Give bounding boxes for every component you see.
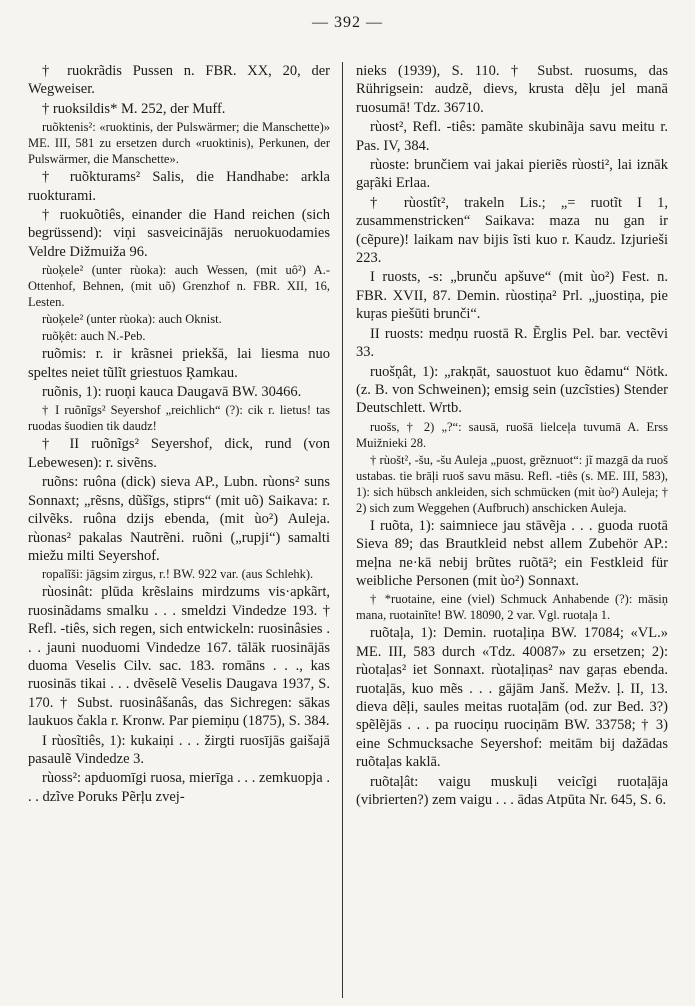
entry <box>28 345 330 382</box>
entry <box>28 62 330 99</box>
entry-text: rùoķele² (unter rùoka): auch Oknist. <box>42 312 222 327</box>
entry <box>356 363 668 418</box>
entry-text: ruõtaļa, 1): Demin. ruotaļiņa BW. 17084; «VL.» ME. III, 583 durch «Tdz. 40087» zu ersetzen; 2): rùotaļas² iet Sonnaxt. rùotaļiņas² nav gaŗas ebenda. ruotaļās, kuo mẽs . . . gājām Janš. Mežv. ļ. II, 13. dieva dẽļi, saules meitas ruotaļām (od. zur Bed. 3?) spẽlẽjās . . . pa ruociņu ruociņām BW. 33758; † 3) eine Schmucksache Seyershof: meitām bij dažādas ruõtaļas kaklā. <box>356 625 668 771</box>
entry-text: ruošņât, 1): „rakņāt, sauostuot kuo ẽdamu“ Nötk. (z. B. von Schweinen); emsig sein (uzcĩsties) Stender Deutschlett. Wrtb. <box>356 363 668 417</box>
entry-text: rùost², Refl. -tiês: pamãte skubinãja savu meitu r. Pas. IV, 384. <box>356 119 668 154</box>
entry <box>28 383 330 401</box>
entry <box>28 119 330 167</box>
entry-text: rùoste: brunčiem vai jakai pieriẽs rùosti², lai iznāk gaŗãki Erlaa. <box>356 157 668 192</box>
entry <box>356 591 668 623</box>
entry-text: nieks (1939), S. 110. † Subst. ruosums, das Rührigsein: audzẽ, dievs, krusta dẽļu jel manā ruosumā! Tdz. 36710. <box>356 63 668 116</box>
entry-text: rùosinât: plūda krẽslains mirdzums vis·apkãrt, ruosinãdams smalku . . . smeldzi Vindedze 193. † Refl. -tiês, sich regen, sich entwickeln: ruosinâsies . . . jauni nuoduomi Vindedze 167. tālāk ruosinājās duoma Veselis Cilv. sac. 183. romāns . . ., kas ruosinās tikai . . . dvẽselẽ Veselis Daugava 1937, S. 170. † Subst. ruosinâšanâs, das Sichregen: sākas laukuos čakla r. Kronw. Par piemiņu (1875), S. 384. <box>28 584 330 730</box>
entry <box>356 517 668 591</box>
entry-text: II ruosts: medņu ruostā R. Ẽrglis Pel. bar. vectẽvi 33. <box>356 325 668 361</box>
entry-text: ruõns: ruôna (dick) sieva AP., Lubn. rùons² suns Sonnaxt; „rẽsns, dũšĩgs, stiprs“ (mit uõ) Saikava: r. cilvẽks. ruôna dzijs ebenda, (mit ùo²) Auleja. rùonas² pakalas Nautrẽni. ruõni („rupji“) samalti miežu milti Seyershof. <box>28 474 330 564</box>
entry <box>28 328 330 344</box>
entry-text: † ruoksildis* M. 252, der Muff. <box>42 100 226 117</box>
entry-text: ruõtaļât: vaigu muskuļi veicĩgi ruotaļāja (vibrierten?) zem vaigu . . . ādas Atpūta Nr. 645, S. 6. <box>356 773 668 808</box>
entry-text: I ruõta, 1): saimniece jau stāvẽja . . . guoda ruotā Sieva 89; das Brautkleid nebst allem Zubehör AP.: meļna ne·kā nebij brũtes ruõtā²; ein Festkleid für weibliche Personen (mit ùo²) Sonnaxt. <box>356 517 668 589</box>
entry <box>28 769 330 806</box>
entry <box>28 435 330 472</box>
entry <box>28 732 330 769</box>
entry-text: ropalĩši: jāgsim zirgus, r.! BW. 922 var. (aus Schlehk). <box>42 567 314 582</box>
right-column <box>356 62 668 998</box>
entry <box>28 473 330 565</box>
entry <box>28 100 330 118</box>
entry <box>28 168 330 205</box>
entry <box>356 62 668 117</box>
entry <box>28 402 330 434</box>
entry <box>356 268 668 323</box>
entry-text: † rùostît², trakeln Lis.; „= ruotĩt I 1, zusammenstricken“ Saikava: maza nu gan ir (cẽpure)! laikam nav bijis ĩsti kuo r. Kaudz. Izjurieši 223. <box>356 194 668 267</box>
entry-text: ruõķêt: auch N.-Peb. <box>42 329 146 344</box>
entry <box>356 118 668 155</box>
entry <box>356 156 668 193</box>
page-number: — 392 — <box>312 14 383 31</box>
entry-text: † *ruotaine, eine (viel) Schmuck Anhabende (?): māsiņ mana, ruotainĩte! BW. 18090, 2 var. Vgl. ruotaļa 1. <box>356 592 668 623</box>
entry <box>28 311 330 327</box>
entry <box>356 325 668 362</box>
entry-text: † ruokuõtiês, einander die Hand reichen (sich begrüssend): viņi sasveicinājās neruokuodamies Veldre Dižmuiža 96. <box>28 207 330 260</box>
entry-text: rùoss²: apduomīgi ruosa, mierīga . . . zemkuopja . . . dzĩve Poruks Pẽrļu zvej- <box>28 770 330 805</box>
entry <box>28 583 330 730</box>
entry <box>356 624 668 771</box>
entry <box>356 773 668 810</box>
entry-text: rùoķele² (unter rùoka): auch Wessen, (mit uô²) A.-Ottenhof, Behnen, (mit uõ) Grenzhof n. FBR. XII, 16, Lesten. <box>28 263 330 310</box>
left-column <box>28 62 330 998</box>
entry <box>28 566 330 582</box>
entry-text: † rùošt², -šu, -šu Auleja „puost, grẽznuot“: jĩ mazgā da ruoš ustabas. tie brāļi ruoš savu māsu. Refl. -tiês (s. ME. III, 583), 1): sich hübsch ankleiden, sich schmücken (mit ùo²) Auleja; † 2) sich zum Weggehen (Aufbruch) anschicken Auleja. <box>356 452 668 515</box>
entry-text: I ruosts, -s: „brunču apšuve“ (mit ùo²) Fest. n. FBR. XVII, 87. Demin. rùostiņa² Prl. „juostiņa, pie kuŗas piešūti brunči“. <box>356 269 668 323</box>
entry-text: ruõnis, 1): ruoņi kauca Daugavā BW. 30466. <box>42 384 302 401</box>
entry <box>356 419 668 451</box>
column-divider <box>342 62 343 998</box>
entry <box>356 194 668 268</box>
entry <box>28 206 330 261</box>
entry-text: ruošs, † 2) „?“: sausā, ruošā lielceļa tuvumā A. Erss Muižnieki 28. <box>356 419 668 450</box>
entry <box>28 262 330 310</box>
entry-text: † I ruõnĩgs² Seyershof „reichlich“ (?): cik r. lietus! tas ruodas šuodien tik daudz! <box>28 403 330 434</box>
entry-text: I rùosĩtiês, 1): kukaiņi . . . žirgti ruosījās gaišajā pasaulẽ Vindedze 3. <box>28 732 330 767</box>
entry-text: ruõmis: r. ir krãsnei priekšā, lai liesma nuo speltes neiet tũlĩt griestuos Ŗamkau. <box>28 346 330 381</box>
entry <box>356 452 668 516</box>
entry-text: † ruokrãdis Pussen n. FBR. XX, 20, der Wegweiser. <box>28 63 330 98</box>
entry-text: † ruõkturams² Salis, die Handhabe: arkla ruokturami. <box>28 169 330 204</box>
entry-text: † II ruõnĩgs² Seyershof, dick, rund (von Lebewesen): r. sivẽns. <box>28 436 330 471</box>
entry-text: ruõktenis²: «ruoktinis, der Pulswärmer; die Manschette)» ME. III, 581 zu ersetzen durch «ruoktinis), Perkunen, der Pulswärmer, die Manschette». <box>28 120 330 167</box>
